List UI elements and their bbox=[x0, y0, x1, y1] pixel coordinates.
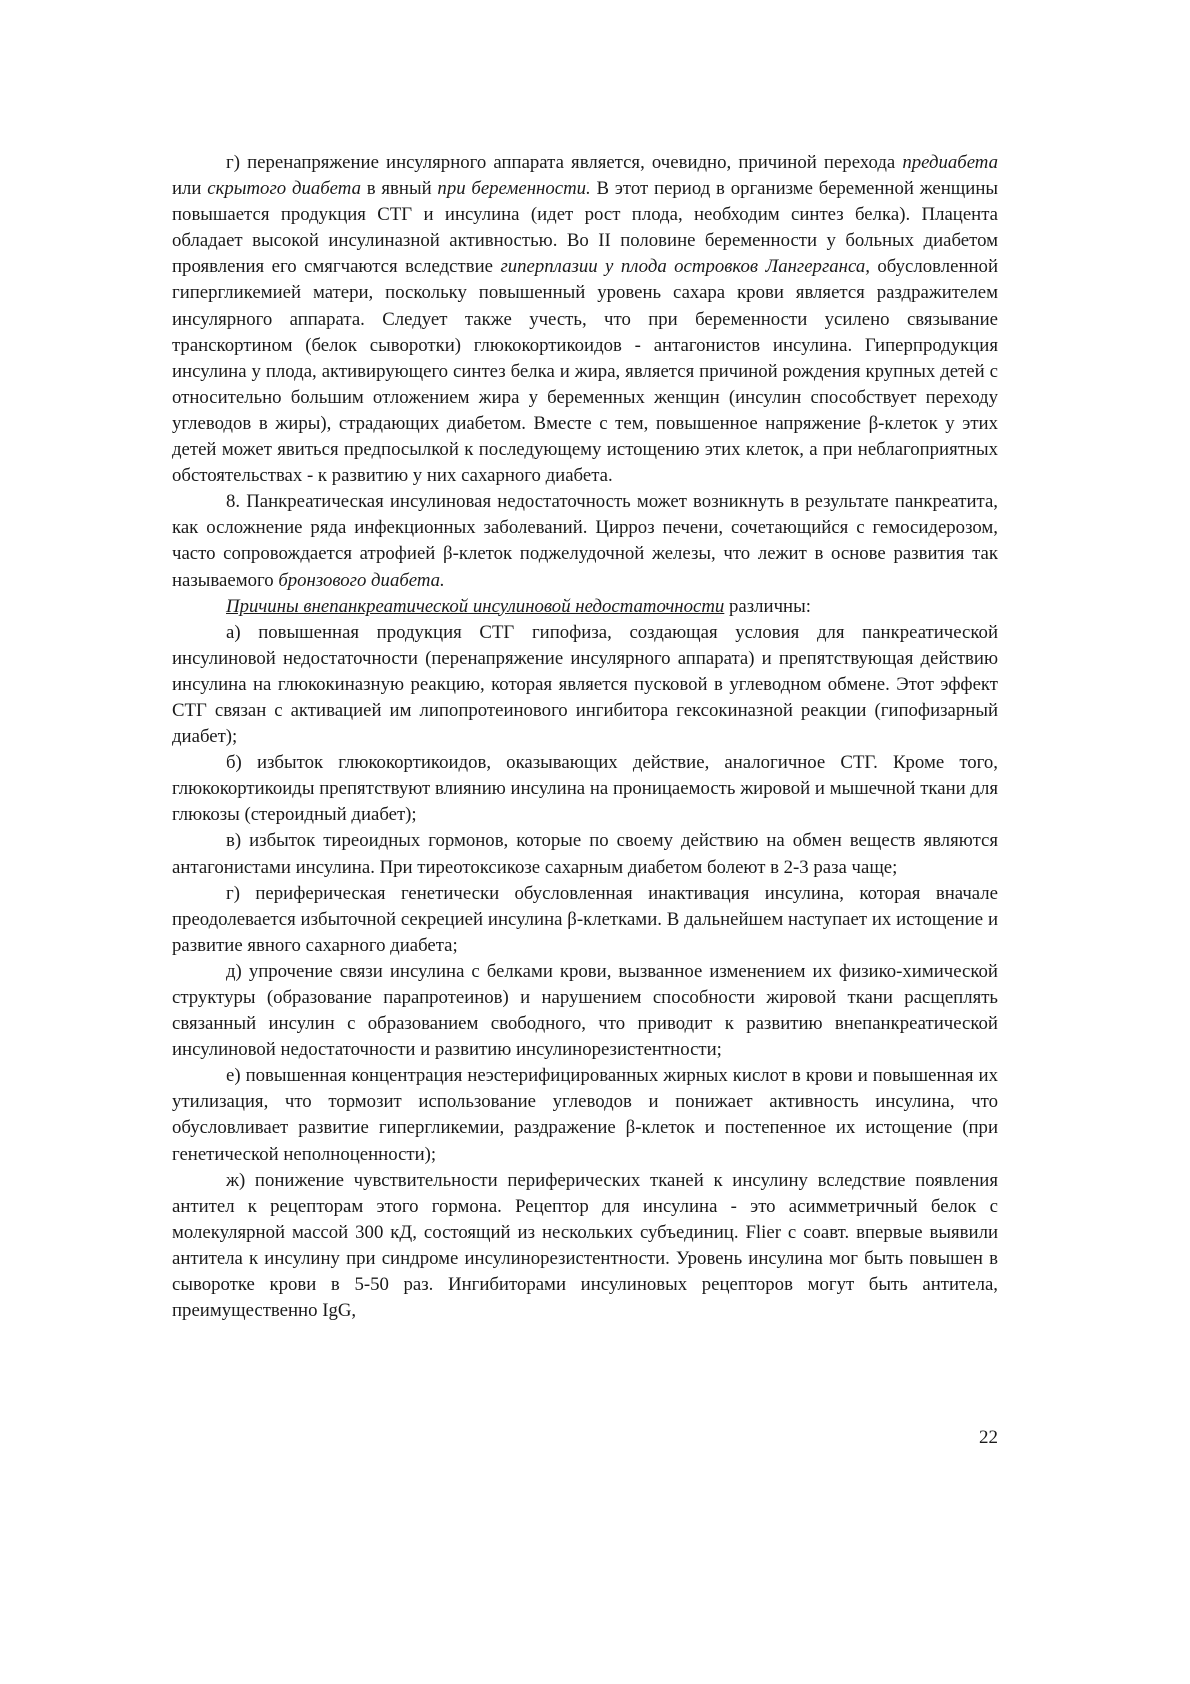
text-run: а) повышенная продукция СТГ гипофиза, создающая условия для панкреатической инсулиновой недостаточности (перенапряжение инсулярного аппарата) и препятствующая действию инсулина на глюкокиназную реакцию, которая является пусковой в углеводном обмене. Этот эффект СТГ связан с активацией им липопротеинового ингибитора гексокиназной реакции (гипофизарный диабет); bbox=[172, 621, 998, 748]
paragraph bbox=[172, 828, 998, 880]
text-run: г) периферическая генетически обусловленная инактивация инсулина, которая вначале преодолевается избыточной секрецией инсулина β-клетками. В дальнейшем наступает их истощение и развитие явного сахарного диабета; bbox=[172, 882, 998, 956]
text-run: различны: bbox=[724, 595, 811, 617]
italic-term: предиабета bbox=[902, 152, 998, 173]
text-run: в явный bbox=[360, 178, 438, 200]
text-run: 8. Панкреатическая инсулиновая недостаточность может возникнуть в результате панкреатита, как осложнение ряда инфекционных заболеваний. Цирроз печени, сочетающийся с гемосидерозом, часто сопровождается атрофией β-клеток поджелудочной железы, что лежит в основе развития так называемого bbox=[172, 491, 998, 591]
paragraph bbox=[172, 150, 998, 489]
paragraph bbox=[172, 620, 998, 750]
body-text bbox=[172, 150, 998, 1324]
italic-term: скрытого диабета bbox=[207, 178, 361, 200]
page-number: 22 bbox=[979, 1427, 998, 1448]
text-run: или bbox=[172, 178, 208, 200]
paragraph bbox=[172, 881, 998, 959]
paragraph bbox=[172, 1168, 998, 1325]
paragraph bbox=[172, 959, 998, 1063]
text-run: ж) понижение чувствительности периферических тканей к инсулину вследствие появления антител к рецепторам этого гормона. Рецептор для инсулина - это асимметричный белок с молекулярной массой 300 кД, состоящий из нескольких субъединиц. Flier с соавт. впервые выявили антитела к инсулину при синдроме инсулинорезистентности. Уровень инсулина мог быть повышен в сыворотке крови в 5-50 раз. Ингибиторами инсулиновых рецепторов могут быть антитела, преимущественно IgG, bbox=[172, 1169, 998, 1322]
paragraph bbox=[172, 489, 998, 593]
text-run: б) избыток глюкокортикоидов, оказывающих действие, аналогичное СТГ. Кроме того, глюкокортикоиды препятствуют влиянию инсулина на проницаемость жировой и мышечной ткани для глюкозы (стероидный диабет); bbox=[172, 752, 998, 826]
paragraph bbox=[172, 594, 998, 620]
text-run: в) избыток тиреоидных гормонов, которые по своему действию на обмен веществ являются антагонистами инсулина. При тиреотоксикозе сахарным диабетом болеют в 2-3 раза чаще; bbox=[172, 830, 998, 878]
text-run: е) повышенная концентрация неэстерифицированных жирных кислот в крови и повышенная их утилизация, что тормозит использование углеводов и понижает активность инсулина, что обусловливает развитие гипергликемии, раздражение β-клеток и постепенное их истощение (при генетической неполноценности); bbox=[172, 1065, 998, 1165]
italic-term: при беременности. bbox=[437, 178, 591, 200]
section-heading-inline: Причины внепанкреатической инсулиновой недостаточности bbox=[226, 595, 725, 617]
text-run: д) упрочение связи инсулина с белками крови, вызванное изменением их физико-химической структуры (образование парапротеинов) и нарушением способности жировой ткани расщеплять связанный инсулин с образованием свободного, что приводит к развитию внепанкреатической инсулиновой недостаточности и развитию инсулинорезистентности; bbox=[172, 960, 998, 1061]
text-run: г) перенапряжение инсулярного аппарата является, очевидно, причиной перехода bbox=[226, 152, 903, 173]
paragraph bbox=[172, 750, 998, 828]
text-run: В этот период в организме беременной женщины повышается продукция СТГ и инсулина (идет рост плода, необходим синтез белка). Плацента обладает высокой инсулиназной активностью. Во II половине беременности у больных диабетом проявления его смягчаются вследствие bbox=[172, 178, 998, 278]
italic-term: гиперплазии у плода островков Лангерганса, bbox=[500, 256, 870, 278]
italic-term: бронзового диабета. bbox=[278, 569, 445, 591]
paragraph bbox=[172, 1063, 998, 1167]
text-run: обусловленной гипергликемией матери, поскольку повышенный уровень сахара крови является раздражителем инсулярного аппарата. Следует также учесть, что при беременности усилено связывание транскортином (белок сыворотки) глюкокортикоидов - антагонистов инсулина. Гиперпродукция инсулина у плода, активирующего синтез белка и жира, является причиной рождения крупных детей с относительно большим отложением жира у беременных женщин (инсулин способствует переходу углеводов в жиры), страдающих диабетом. Вместе с тем, повышенное напряжение β-клеток у этих детей может явиться предпосылкой к последующему истощению этих клеток, а при неблагоприятных обстоятельствах - к развитию у них сахарного диабета. bbox=[172, 256, 998, 487]
